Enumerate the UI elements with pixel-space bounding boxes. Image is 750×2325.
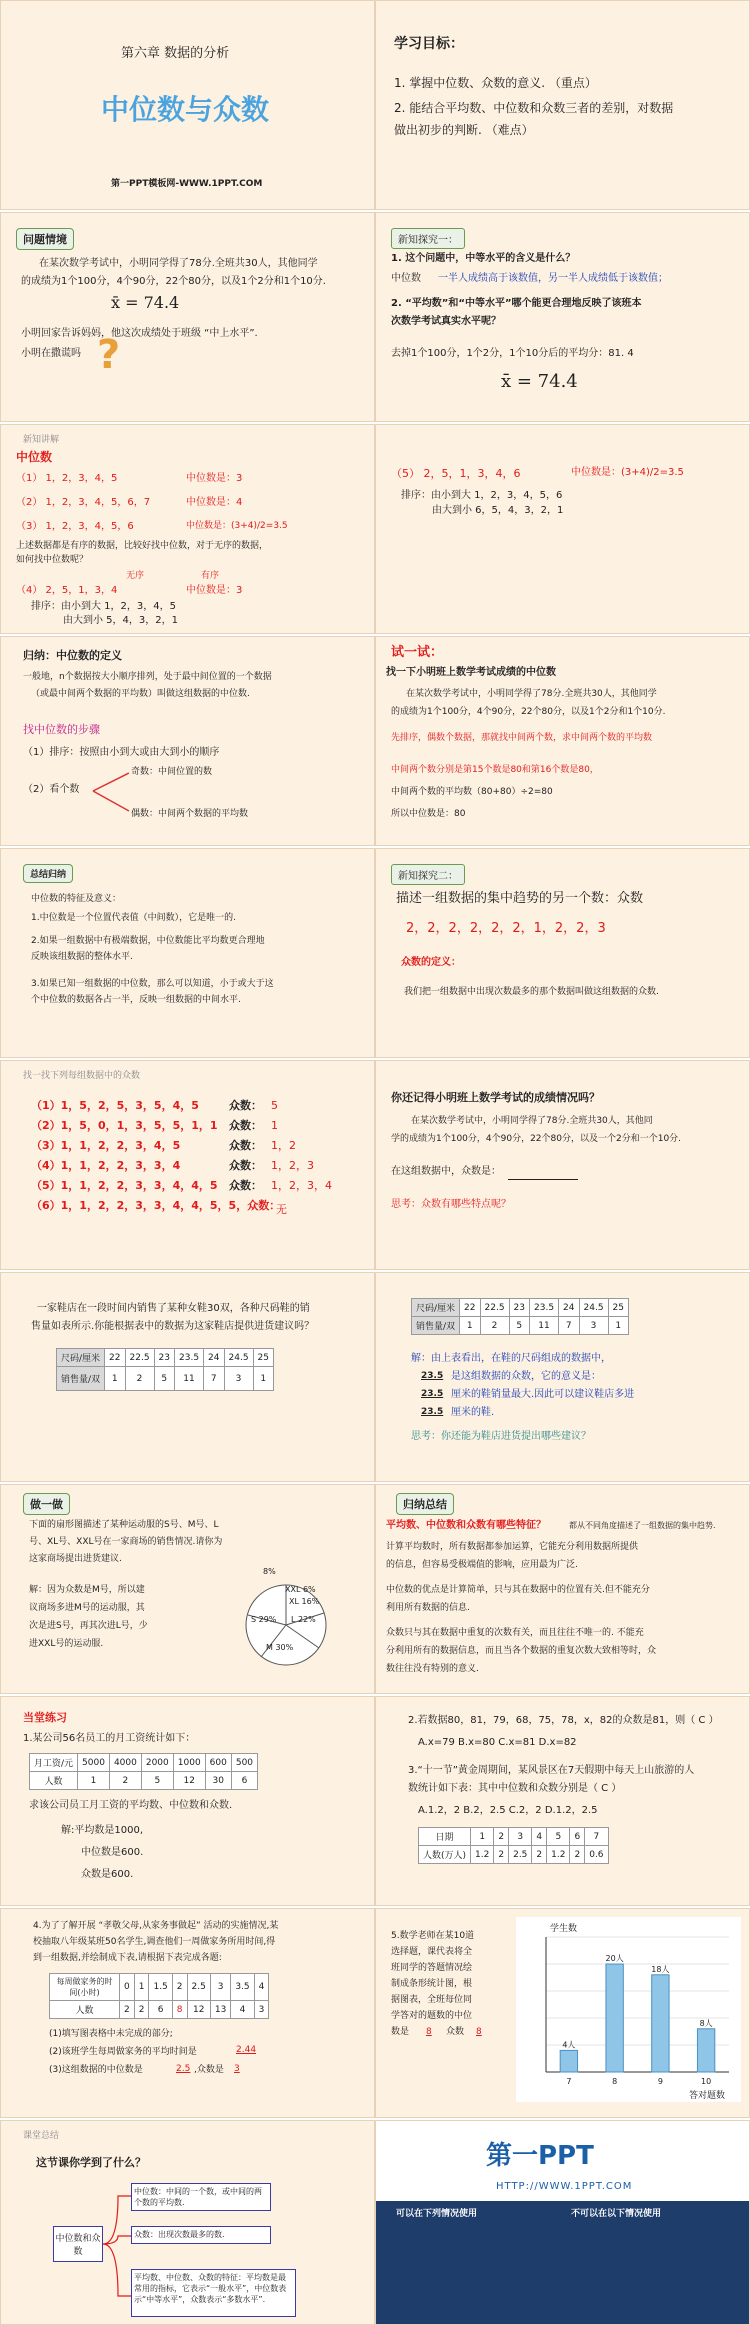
answer-value: 3 bbox=[234, 2064, 240, 2074]
slide-19 bbox=[0, 1908, 375, 2118]
exercise-options: A.1.2，2 B.2，2.5 C.2，2 D.1.2，2.5 bbox=[418, 1805, 598, 1816]
exercise-question: 校抽取八年级某班50名学生,调查他们一周做家务所用时间,得 bbox=[33, 1937, 276, 1947]
table-cell: 销售量/双 bbox=[412, 1317, 460, 1335]
table-header: 5000 bbox=[78, 1754, 110, 1772]
answer-value: 8 bbox=[476, 2027, 482, 2037]
table-cell: 11 bbox=[175, 1367, 204, 1391]
table-header: 22.5 bbox=[125, 1349, 154, 1367]
problem-text: 在某次数学考试中，小明同学得了78分.全班共30人，其他同 bbox=[411, 1116, 653, 1126]
y-axis-label: 学生数 bbox=[550, 1924, 578, 1934]
summary-line: 分利用所有的数据信息，而且当各个数据的重复次数大致相等时，众 bbox=[386, 1646, 657, 1656]
problem-text: 一家鞋店在一段时间内销售了某种女鞋30双，各种尺码鞋的销 bbox=[37, 1303, 310, 1314]
branch-arrows bbox=[91, 767, 131, 817]
solution-step: 中间两个数分别是第15个数是80和第16个数是80， bbox=[391, 765, 599, 775]
solution-line: 厘米的鞋销量最大.因此可以建议鞋店多进 bbox=[451, 1389, 635, 1400]
summary-heading: 平均数、中位数和众数有哪些特征？ bbox=[386, 1520, 546, 1531]
step-1: （1）排序：按照由小到大或由大到小的顺序 bbox=[23, 747, 220, 758]
table-cell: 1.2 bbox=[547, 1846, 570, 1864]
step-2: （2）看个数 bbox=[23, 784, 80, 795]
table-header: 22 bbox=[460, 1299, 480, 1317]
answer-2: 去掉1个100分，1个2分，1个10分后的平均分：81. 4 bbox=[391, 348, 634, 359]
answer-value: 2.44 bbox=[236, 2045, 257, 2055]
problem-text: 号、XL号、XXL号在一家商场的销售情况.请你为 bbox=[29, 1537, 223, 1547]
tick-label: 7 bbox=[566, 2077, 572, 2086]
slide-18 bbox=[375, 1696, 750, 1906]
salary-table bbox=[29, 1753, 258, 1790]
slide-9 bbox=[0, 848, 375, 1058]
table-header: 4 bbox=[532, 1828, 547, 1846]
table-cell: 3 bbox=[224, 1367, 253, 1391]
solution-step: 所以中位数是：80 bbox=[391, 809, 466, 819]
table-header: 6 bbox=[570, 1828, 585, 1846]
problem-text: 在某次数学考试中，小明同学得了78分.全班共30人，其他同学 bbox=[406, 689, 657, 699]
slide-13 bbox=[0, 1272, 375, 1482]
example-row: （1） 1，2，3，4，5 bbox=[16, 473, 118, 484]
table-cell: 人数(万人) bbox=[419, 1846, 471, 1864]
slide-2 bbox=[375, 0, 750, 210]
table-header: 600 bbox=[205, 1754, 231, 1772]
table-cell: 11 bbox=[530, 1317, 559, 1335]
bar bbox=[652, 1975, 669, 2072]
pie-label: L 22% bbox=[291, 1615, 316, 1624]
summary-line: 计算平均数时，所有数据都参加运算，它能充分利用数据所提供 bbox=[386, 1542, 639, 1552]
ordered-label: 有序 bbox=[201, 571, 220, 581]
slide-20 bbox=[375, 1908, 750, 2118]
table-cell: 30 bbox=[205, 1772, 231, 1790]
sub-question: (3)这组数据的中位数是 bbox=[49, 2065, 143, 2075]
definition-heading: 归纳：中位数的定义 bbox=[23, 649, 122, 662]
table-cell: 4 bbox=[231, 2001, 254, 2019]
summary-line: 反映该组数据的整体水平. bbox=[31, 952, 133, 962]
definition-text: （或最中间两个数据的平均数）叫做这组数据的中位数. bbox=[31, 689, 250, 699]
question-2: 2. “平均数”和“中等水平”哪个能更合理地反映了该班本 bbox=[391, 298, 642, 309]
answer-value: 23.5 bbox=[421, 1371, 444, 1381]
solution-line: 众数是600. bbox=[81, 1869, 134, 1880]
table-header: 24 bbox=[204, 1349, 224, 1367]
summary-line: 中位数的优点是计算简单，只与其在数据中的位置有关.但不能充分 bbox=[386, 1585, 650, 1595]
table-cell: 2 bbox=[480, 1317, 509, 1335]
section-tag: 做一做 bbox=[23, 1493, 70, 1515]
problem-text: 下面的扇形图描述了某种运动服的S号、M号、L bbox=[29, 1520, 219, 1530]
definition-text: 我们把一组数据中出现次数最多的那个数据叫做这组数据的众数. bbox=[404, 987, 659, 997]
table-cell: 1 bbox=[608, 1317, 628, 1335]
mode-answer: 1，2，3，4 bbox=[271, 1179, 332, 1192]
goal-1: 1. 掌握中位数、众数的意义. （重点） bbox=[394, 76, 597, 90]
goal-2b: 做出初步的判断. （难点） bbox=[394, 123, 534, 137]
table-header: 月工资/元 bbox=[30, 1754, 78, 1772]
slide-10 bbox=[375, 848, 750, 1058]
table-header: 2 bbox=[494, 1828, 509, 1846]
mode-answer: 5 bbox=[271, 1099, 278, 1112]
mode-row: （4）1，1，2，2，3，3，4 bbox=[31, 1159, 181, 1172]
table-cell: 3 bbox=[254, 2001, 269, 2019]
table-cell: 2 bbox=[125, 1367, 154, 1391]
table-header: 1 bbox=[471, 1828, 494, 1846]
slide-12 bbox=[375, 1060, 750, 1270]
tick-label: 9 bbox=[657, 2077, 663, 2086]
answer-value: 23.5 bbox=[421, 1389, 444, 1399]
bar-chart bbox=[516, 1917, 741, 2102]
exercise-question: 学答对的题数的中位 bbox=[391, 2011, 473, 2021]
answer-value: 8 bbox=[426, 2027, 432, 2037]
goals-heading: 学习目标： bbox=[394, 36, 464, 52]
table-header: 1.5 bbox=[149, 1974, 172, 2001]
problem-text: 这家商场提出进货建议. bbox=[29, 1554, 122, 1564]
section-tag: 当堂练习 bbox=[23, 1711, 67, 1724]
answer-1: 一半人成绩高于该数值，另一半人成绩低于该数值； bbox=[438, 273, 668, 284]
summary-line: 3.如果已知一组数据的中位数，那么可以知道，小于或大于这 bbox=[31, 979, 274, 989]
summary-line: 的信息，但容易受极端值的影响，应用最为广泛. bbox=[386, 1560, 578, 1570]
solution-line: 厘米的鞋. bbox=[451, 1407, 495, 1418]
table-header: 3.5 bbox=[231, 1974, 254, 2001]
table-cell: 2 bbox=[109, 1772, 141, 1790]
slide-1 bbox=[0, 0, 375, 210]
table-cell: 7 bbox=[559, 1317, 579, 1335]
sub-question: (1)填写图表格中未完成的部分; bbox=[49, 2029, 173, 2039]
center-label: 中位数和众数 bbox=[55, 2234, 101, 2257]
exercise-question: 据图表，全班每位同 bbox=[391, 1995, 473, 2005]
mode-answer: 1，2，3 bbox=[271, 1159, 314, 1172]
table-header: 7 bbox=[585, 1828, 608, 1846]
slide-16 bbox=[375, 1484, 750, 1694]
solution-line: 解：由上表看出，在鞋的尺码组成的数据中， bbox=[411, 1353, 611, 1364]
table-header: 5 bbox=[547, 1828, 570, 1846]
prompt-text: 如何找中位数呢？ bbox=[16, 555, 89, 565]
example-answer: 中位数是：3 bbox=[186, 585, 243, 596]
exercise-question: 2.若数据80，81，79，68，75，78，x，82的众数是81，则（ C ） bbox=[408, 1715, 719, 1726]
mean-formula: x̄ = 74.4 bbox=[501, 371, 578, 392]
slide-title: 中位数与众数 bbox=[101, 93, 270, 126]
mean-formula: x̄ = 74.4 bbox=[111, 293, 180, 312]
question-1: 1. 这个问题中，中等水平的含义是什么？ bbox=[391, 253, 576, 264]
table-header: 23 bbox=[509, 1299, 529, 1317]
table-header: 22 bbox=[105, 1349, 125, 1367]
table-header: 23.5 bbox=[175, 1349, 204, 1367]
summary-line: 1.中位数是一个位置代表值（中间数），它是唯一的. bbox=[31, 913, 236, 923]
sort-row: 由大到小 6，5，4，3，2，1 bbox=[432, 505, 564, 516]
exercise-question: 4.为了了解开展 “孝敬父母,从家务事做起” 活动的实施情况,某 bbox=[33, 1921, 279, 1931]
concept-box bbox=[131, 2183, 271, 2211]
mode-label: 众数： bbox=[229, 1119, 262, 1132]
concept-box bbox=[131, 2226, 271, 2244]
think-prompt: 思考：众数有哪些特点呢？ bbox=[391, 1199, 511, 1210]
example-answer: 中位数是：4 bbox=[186, 497, 243, 508]
solution-line: 是这组数据的众数，它的意义是： bbox=[451, 1371, 601, 1382]
slide-22 bbox=[375, 2120, 750, 2325]
pie-label: 8% bbox=[263, 1567, 276, 1576]
problem-text: 学的成绩为1个100分，4个90分，22个80分，以及一个2分和一个10分. bbox=[391, 1134, 682, 1144]
table-cell: 人数 bbox=[30, 1772, 78, 1790]
solution-step: 先排序，偶数个数据，那就找中间两个数，求中间两个数的平均数 bbox=[391, 733, 653, 743]
mode-label: 众数： bbox=[229, 1099, 262, 1112]
solution-line: 解:平均数是1000, bbox=[61, 1825, 143, 1836]
table-cell: 2 bbox=[532, 1846, 547, 1864]
table-header: 1 bbox=[134, 1974, 149, 2001]
table-header: 尺码/厘米 bbox=[412, 1299, 460, 1317]
table-cell: 5 bbox=[141, 1772, 173, 1790]
question-2b: 次数学考试真实水平呢？ bbox=[391, 316, 501, 327]
slide-7 bbox=[0, 636, 375, 846]
table-header: 25 bbox=[608, 1299, 628, 1317]
exercise-question: 5.数学老师在某10道 bbox=[391, 1931, 475, 1941]
bar bbox=[560, 2050, 577, 2072]
exercise-question: 数是 bbox=[391, 2027, 410, 2037]
table-cell: 5 bbox=[509, 1317, 529, 1335]
problem-text: 的成绩为1个100分，4个90分，22个80分，以及1个2分和1个10分. bbox=[391, 707, 666, 717]
slide-8 bbox=[375, 636, 750, 846]
problem-question: 小明在撒谎吗 bbox=[21, 348, 81, 359]
think-prompt: 思考：你还能为鞋店进货提出哪些建议？ bbox=[411, 1431, 591, 1442]
tick-label: 8 bbox=[612, 2077, 618, 2086]
data-label: 4人 bbox=[562, 2040, 576, 2050]
example-row: （2） 1，2，3，4，5，6，7 bbox=[16, 497, 151, 508]
table-header: 23.5 bbox=[530, 1299, 559, 1317]
table-header: 日期 bbox=[419, 1828, 471, 1846]
mode-answer: 1，2 bbox=[271, 1139, 296, 1152]
answer-value: 2.5 bbox=[176, 2064, 191, 2074]
brand-logo: 第一PPT bbox=[486, 2141, 594, 2171]
mindmap-connectors bbox=[103, 2181, 133, 2321]
site-url: 第一PPT模板网-WWW.1PPT.COM bbox=[111, 179, 263, 189]
sub-question: (2)该班学生每周做家务的平均时间是 bbox=[49, 2047, 197, 2057]
steps-heading: 找中位数的步骤 bbox=[23, 723, 100, 736]
slide-4 bbox=[375, 212, 750, 422]
table-cell: 6 bbox=[231, 1772, 257, 1790]
concept-box bbox=[131, 2269, 296, 2317]
concept-mode: 众数：出现次数最多的数. bbox=[134, 2230, 225, 2239]
mode-label: 众数： bbox=[229, 1159, 262, 1172]
table-cell: 销售量/双 bbox=[57, 1367, 105, 1391]
answer-blank bbox=[508, 1179, 578, 1180]
table-cell: 12 bbox=[187, 2001, 210, 2019]
summary-line: 利用所有数据的信息. bbox=[386, 1603, 470, 1613]
mode-row: （5）1，1，2，2，3，3，4，4，5 bbox=[31, 1179, 218, 1192]
data-label: 18人 bbox=[651, 1964, 670, 1974]
answer-value: 23.5 bbox=[421, 1407, 444, 1417]
table-cell: 人数 bbox=[50, 2001, 120, 2019]
section-tag: 新知探究一： bbox=[391, 228, 465, 249]
summary-line: 众数只与其在数据中重复的次数有关，而且往往不唯一的. 不能充 bbox=[386, 1628, 644, 1638]
try-question: 找一下小明班上数学考试成绩的中位数 bbox=[386, 667, 556, 678]
pie-label: S 29% bbox=[251, 1615, 277, 1624]
problem-text: 售量如表所示.你能根据表中的数据为这家鞋店提供进货建议吗？ bbox=[31, 1321, 315, 1332]
summary-line: 数往往没有特别的意义. bbox=[386, 1664, 479, 1674]
table-header: 1000 bbox=[173, 1754, 205, 1772]
unordered-label: 无序 bbox=[126, 571, 145, 581]
answer-label: 中位数 bbox=[391, 273, 421, 284]
data-list: 2，2，2，2，2，2，1，2，2，3 bbox=[406, 921, 606, 936]
solution-step: 中间两个数的平均数（80+80）÷2=80 bbox=[391, 787, 553, 797]
sort-row: 由大到小 5，4，3，2，1 bbox=[63, 615, 178, 626]
section-tag: 归纳总结 bbox=[396, 1493, 454, 1515]
exercise-options: A.x=79 B.x=80 C.x=81 D.x=82 bbox=[418, 1737, 577, 1748]
concept-features: 平均数、中位数、众数的特征：平均数是最常用的指标，它表示“一般水平”，中位数表示“中等水平”，众数表示“多数水平”. bbox=[134, 2273, 287, 2304]
exercise-question: 3.“十一节”黄金周期间，某风景区在7天假期中每天上山旅游的人 bbox=[408, 1765, 695, 1776]
example-answer: 中位数是：3 bbox=[186, 473, 243, 484]
table-header: 2000 bbox=[141, 1754, 173, 1772]
table-header: 0 bbox=[120, 1974, 135, 2001]
summary-line: 2.如果一组数据中有极端数据，中位数能比平均数更合理地 bbox=[31, 936, 265, 946]
problem-text: 在某次数学考试中，小明同学得了78分.全班共30人，其他同学 bbox=[39, 258, 318, 269]
sort-row: 排序：由小到大 1，2，3，4，5 bbox=[31, 601, 176, 612]
center-box bbox=[53, 2226, 103, 2262]
solution-line: 进XXL号的运动服. bbox=[29, 1639, 104, 1649]
summary-heading-tail: 都从不同角度描述了一组数据的集中趋势. bbox=[569, 1521, 716, 1530]
exercise-question: 制成条形统计图，根 bbox=[391, 1979, 473, 1989]
visitor-table bbox=[418, 1827, 609, 1864]
brand-url: HTTP://WWW.1PPT.COM bbox=[496, 2181, 633, 2192]
concept-median: 中位数：中间的一个数，或中间的两个数的平均数. bbox=[134, 2187, 262, 2207]
table-header: 4000 bbox=[109, 1754, 141, 1772]
table-cell: 2.5 bbox=[509, 1846, 532, 1864]
table-header: 22.5 bbox=[480, 1299, 509, 1317]
question-line: 描述一组数据的集中趋势的另一个数：众数 bbox=[396, 891, 644, 906]
mode-label: 众数： bbox=[229, 1179, 262, 1192]
slide-6 bbox=[375, 424, 750, 634]
example-row: （3） 1，2，3，4，5，6 bbox=[16, 521, 134, 532]
summary-question: 这节课你学到了什么？ bbox=[36, 2156, 146, 2169]
slide-14 bbox=[375, 1272, 750, 1482]
bar bbox=[697, 2029, 714, 2072]
section-tag: 新知探究二： bbox=[391, 864, 465, 885]
definition-text: 一般地，n个数据按大小顺序排列，处于最中间位置的一个数据 bbox=[23, 672, 272, 682]
mode-answer: 无 bbox=[276, 1203, 287, 1216]
pie-label: XXL 6% bbox=[285, 1585, 316, 1594]
table-cell: 6 bbox=[149, 2001, 172, 2019]
mode-row: （1）1，5，2，5，3，5，4，5 bbox=[31, 1099, 199, 1112]
solution-line: 解：因为众数是M号，所以建 bbox=[29, 1585, 145, 1595]
exercise-question: 1.某公司56名员工的月工资统计如下： bbox=[23, 1733, 196, 1744]
section-tag: 问题情境 bbox=[16, 228, 74, 250]
section-title: 中位数 bbox=[16, 450, 53, 464]
bar bbox=[606, 1964, 623, 2072]
table-cell: 2 bbox=[570, 1846, 585, 1864]
slide-17 bbox=[0, 1696, 375, 1906]
table-cell: 1 bbox=[460, 1317, 480, 1335]
chapter: 第六章 数据的分析 bbox=[121, 46, 230, 61]
slide-11 bbox=[0, 1060, 375, 1270]
chores-table bbox=[49, 1973, 269, 2019]
section-tag: 总结归纳 bbox=[23, 864, 73, 883]
data-label: 20人 bbox=[605, 1954, 624, 1963]
table-cell: 1 bbox=[105, 1367, 125, 1391]
example-row: （5） 2，5，1，3，4，6 bbox=[391, 467, 521, 480]
slide-label: 新知讲解 bbox=[23, 435, 60, 445]
pie-label: M 30% bbox=[266, 1643, 294, 1652]
exercise-question: 到一组数据,并绘制成下表,请根据下表完成各题: bbox=[33, 1953, 222, 1963]
table-cell: 3 bbox=[579, 1317, 608, 1335]
table-header: 500 bbox=[231, 1754, 257, 1772]
prompt-text: 上述数据都是有序的数据，比较好找中位数，对于无序的数据， bbox=[16, 541, 269, 551]
table-cell: 0.6 bbox=[585, 1846, 608, 1864]
odd-case: 奇数：中间位置的数 bbox=[131, 767, 213, 777]
table-header: 3 bbox=[210, 1974, 230, 2001]
mode-row: （6）1，1，2，2，3，3，4，4，5，5，众数： bbox=[31, 1199, 281, 1212]
slide-21 bbox=[0, 2120, 375, 2325]
slide-3 bbox=[0, 212, 375, 422]
slide-5 bbox=[0, 424, 375, 634]
allowed-heading: 可以在下列情况使用 bbox=[396, 2209, 478, 2219]
table-header: 2 bbox=[172, 1974, 187, 2001]
mode-row: （2）1，5，0，1，3，5，5，1，1 bbox=[31, 1119, 218, 1132]
exercise-question: 选择题，课代表将全 bbox=[391, 1947, 473, 1957]
mode-answer: 1 bbox=[271, 1119, 278, 1132]
table-header: 4 bbox=[254, 1974, 269, 2001]
sort-row: 排序：由小到大 1，2，3，4，5，6 bbox=[401, 490, 563, 501]
size-table bbox=[56, 1348, 274, 1391]
table-header: 24 bbox=[559, 1299, 579, 1317]
definition-heading: 众数的定义： bbox=[401, 957, 461, 968]
question-line: 你还记得小明班上数学考试的成绩情况吗？ bbox=[391, 1091, 600, 1104]
exercise-question: 数统计如下表：其中中位数和众数分别是（ C ） bbox=[408, 1783, 622, 1794]
tick-label: 10 bbox=[701, 2077, 712, 2086]
exercise-question: 众数 bbox=[446, 2027, 465, 2037]
solution-line: 议商场多进M号的运动服，其 bbox=[29, 1603, 145, 1613]
table-cell: 1 bbox=[253, 1367, 273, 1391]
even-case: 偶数：中间两个数据的平均数 bbox=[131, 809, 249, 819]
table-cell: 13 bbox=[210, 2001, 230, 2019]
table-header: 2.5 bbox=[187, 1974, 210, 2001]
table-cell: 1.2 bbox=[471, 1846, 494, 1864]
table-cell: 2 bbox=[120, 2001, 135, 2019]
mode-label: 众数： bbox=[229, 1139, 262, 1152]
table-cell: 12 bbox=[173, 1772, 205, 1790]
table-cell: 1 bbox=[78, 1772, 110, 1790]
table-cell: 2 bbox=[494, 1846, 509, 1864]
fill-in: 在这组数据中，众数是： bbox=[391, 1166, 501, 1177]
problem-text: 的成绩为1个100分，4个90分，22个80分，以及1个2分和1个10分. bbox=[21, 276, 326, 287]
summary-line: 中位数的特征及意义： bbox=[31, 894, 122, 904]
table-header: 尺码/厘米 bbox=[57, 1349, 105, 1367]
exercise-question: 求该公司员工月工资的平均数、中位数和众数. bbox=[29, 1800, 233, 1811]
mode-row: （3）1，1，2，2，3，4，5 bbox=[31, 1139, 181, 1152]
summary-line: 个中位数的数据各占一半，反映一组数据的中间水平. bbox=[31, 995, 241, 1005]
solution-line: 中位数是600. bbox=[81, 1847, 144, 1858]
table-header: 24.5 bbox=[579, 1299, 608, 1317]
table-cell: 2 bbox=[134, 2001, 149, 2019]
x-axis-label: 答对题数 bbox=[689, 2091, 726, 2101]
try-heading: 试一试： bbox=[391, 645, 444, 660]
example-row: （4） 2，5，1，3，4 bbox=[16, 585, 118, 596]
slide-label: 课堂总结 bbox=[23, 2131, 60, 2141]
solution-line: 次是进S号，再其次进L号，少 bbox=[29, 1621, 148, 1631]
table-cell: 8 bbox=[172, 2001, 187, 2019]
table-header: 25 bbox=[253, 1349, 273, 1367]
size-table bbox=[411, 1298, 629, 1335]
exercise-question: 班同学的答题情况绘 bbox=[391, 1963, 473, 1973]
table-cell: 5 bbox=[154, 1367, 174, 1391]
table-cell: 7 bbox=[204, 1367, 224, 1391]
example-answer: 中位数是：(3+4)/2=3.5 bbox=[571, 467, 684, 478]
slide-15 bbox=[0, 1484, 375, 1694]
question-mark-icon: ? bbox=[97, 332, 121, 378]
goal-2: 2. 能结合平均数、中位数和众数三者的差别，对数据 bbox=[394, 101, 674, 115]
data-label: 8人 bbox=[699, 2018, 713, 2028]
slide-label: 找一找下列每组数据中的众数 bbox=[23, 1071, 141, 1081]
table-header: 23 bbox=[154, 1349, 174, 1367]
table-header: 3 bbox=[509, 1828, 532, 1846]
problem-text: 小明回家告诉妈妈，他这次成绩处于班级 “中上水平”. bbox=[21, 328, 258, 339]
sub-question: ,众数是 bbox=[194, 2065, 224, 2075]
table-header: 每周做家务的时间(小时) bbox=[50, 1974, 120, 2001]
example-answer: 中位数是：(3+4)/2=3.5 bbox=[186, 521, 288, 531]
forbidden-heading: 不可以在以下情况使用 bbox=[571, 2209, 662, 2219]
pie-label: XL 16% bbox=[289, 1597, 320, 1606]
table-header: 24.5 bbox=[224, 1349, 253, 1367]
